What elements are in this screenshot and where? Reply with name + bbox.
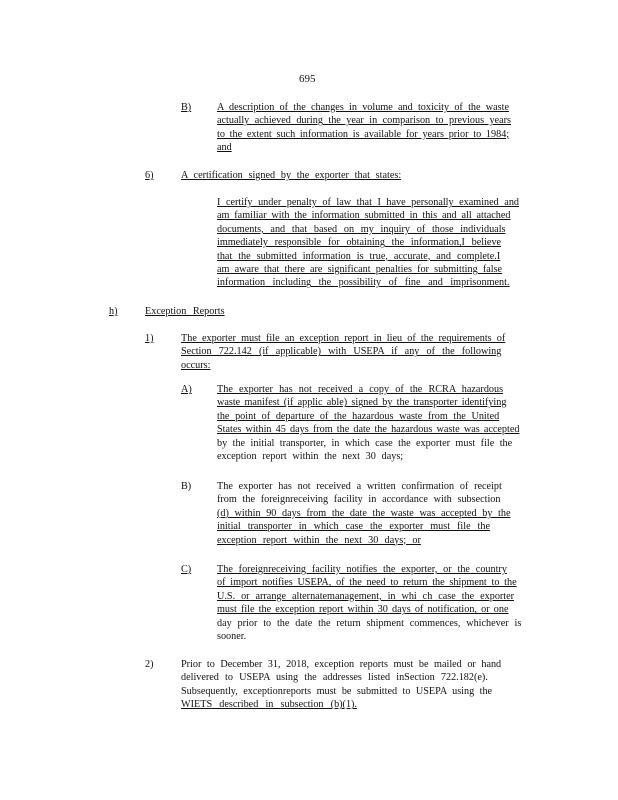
sub-c-text <box>217 563 542 643</box>
text-line: The exporter must file an exception report in lieu of the requirements of <box>181 333 506 344</box>
item-2-text <box>181 658 526 712</box>
text-line: The exporter has not received a copy of the RCRA hazardous <box>217 384 504 395</box>
item-b-label: B) <box>181 102 192 113</box>
text-line: U.S. or arrange alternatemanagement, in whi ch case the exporter <box>217 590 515 602</box>
item-6-label: 6) <box>145 170 154 181</box>
text-line: exception report within the next 30 days; <box>217 450 404 462</box>
sub-b-text <box>217 480 537 547</box>
text-line: am aware that there are significant penalties for submitting false <box>217 263 503 275</box>
text-line: the point of departure of the hazardous waste from the United <box>217 410 500 422</box>
sub-c-label: C) <box>181 564 192 575</box>
sub-b-label: B) <box>181 481 192 492</box>
item-1-text <box>181 332 528 372</box>
text-line: Prior to December 31, 2018, exception reports must be mailed or hand <box>181 659 502 670</box>
text-line: am familiar with the information submitted in this and all attached <box>217 210 511 222</box>
text-line: exception report within the next 30 days; or <box>217 534 421 546</box>
text-line: Section 722.142 (if applicable) with USEPA if any of the following <box>181 346 502 358</box>
section-h-title: Exception Reports <box>145 306 225 317</box>
text-line: initial transporter in which case the exporter must file the <box>217 521 490 533</box>
section-h-label: h) <box>109 306 118 317</box>
sub-a-label: A) <box>181 384 192 395</box>
text-line: from the foreignreceiving facility in accordance with subsection <box>217 494 501 506</box>
item-b-text <box>217 101 537 155</box>
text-line: A description of the changes in volume and toxicity of the waste <box>217 102 509 113</box>
text-line: immediately responsible for obtaining the information,I believe <box>217 237 502 249</box>
text-line: WIETS described in subsection (b)(1). <box>181 699 357 711</box>
text-line: (d) within 90 days from the date the waste was accepted by the <box>217 507 511 519</box>
text-line: Subsequently, exceptionreports must be submitted to USEPA using the <box>181 685 493 697</box>
text-line: occurs: <box>181 359 211 371</box>
text-line: documents, and that based on my inquiry of those individuals <box>217 223 506 235</box>
text-line: The foreignreceiving facility notifies the exporter, or the country <box>217 564 507 575</box>
item-2-label: 2) <box>145 659 154 670</box>
text-line: The exporter has not received a written confirmation of receipt <box>217 481 502 492</box>
certification-statement <box>217 196 537 290</box>
text-line: information including the possibility of fine and imprisonment. <box>217 277 510 289</box>
item-6-text: A certification signed by the exporter that states: <box>181 170 402 181</box>
text-line: and <box>217 142 232 154</box>
text-line: that the submitted information is true, accurate, and complete.I <box>217 250 501 262</box>
text-line: actually achieved during the year in comparison to previous years <box>217 115 511 127</box>
text-line: by the initial transporter, in which case the exporter must file the <box>217 437 513 449</box>
text-line: delivered to USEPA using the addresses listed inSection 722.182(e). <box>181 672 488 684</box>
text-line: States within 45 days from the date the hazardous waste was accepted <box>217 424 520 436</box>
text-line: sooner. <box>217 630 247 642</box>
text-line: to the extent such information is available for years prior to 1984; <box>217 128 510 140</box>
text-line: must file the exception report within 30 days of notification, or one <box>217 604 509 616</box>
text-line: waste manifest (if applic able) signed by the transporter identifying <box>217 397 507 409</box>
text-line: of import notifies USEPA, of the need to return the shipment to the <box>217 577 517 589</box>
page-number: 695 <box>299 73 316 85</box>
item-1-label: 1) <box>145 333 154 344</box>
sub-a-text <box>217 383 537 463</box>
text-line: day prior to the date the return shipment commences, whichever is <box>217 617 522 629</box>
text-line: I certify under penalty of law that I have personally examined and <box>217 197 520 208</box>
